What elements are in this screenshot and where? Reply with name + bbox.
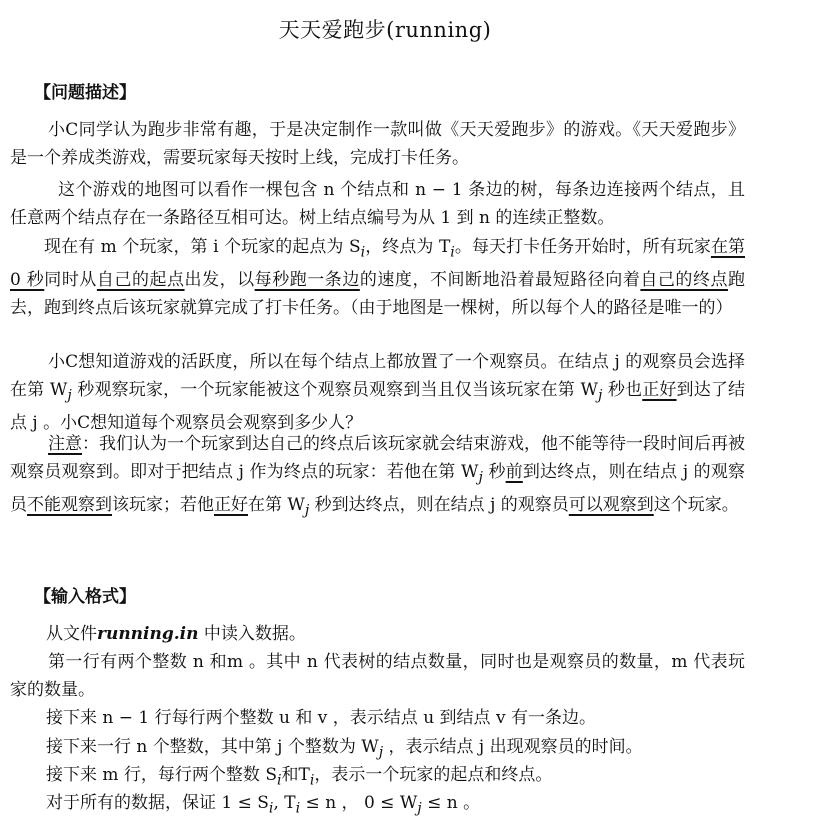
subscript: j (304, 502, 310, 519)
text-run: 到达了结点 j 。小C想知道每个观察员会观察到多少人？ (10, 380, 746, 434)
problem-paragraph-5 (10, 430, 745, 525)
subscript: j (417, 800, 422, 817)
text-run: ，表示一个玩家的起点和终点。 (314, 765, 553, 785)
input-filename: running.in (97, 624, 199, 644)
underlined-text: 自己的终点 (640, 270, 729, 291)
section-heading-problem: 【问题描述】 (34, 83, 136, 103)
problem-paragraph-4 (10, 348, 745, 437)
underlined-text: 不能观察到 (27, 495, 112, 516)
input-line-2: 第一行有两个整数 n 和m 。其中 n 代表树的结点数量，同时也是观察员的数量，m 代表玩家的数量。 (10, 652, 745, 700)
problem-paragraph-2: 这个游戏的地图可以看作一棵包含 n 个结点和 n − 1 条边的树，每条边连接两个结点，且任意两个结点存在一条路径互相可达。树上结点编号为从 1 到 n 的连续正整数。 (10, 180, 745, 228)
text-run: , T (273, 793, 296, 813)
subscript: i (276, 772, 282, 789)
text-run: 和T (281, 765, 310, 785)
subscript: i (295, 800, 301, 817)
text-run: 该玩家；若他 (112, 495, 214, 516)
section-heading-input: 【输入格式】 (34, 587, 136, 607)
text-run: 同时从 (44, 270, 97, 291)
input-line-3: 接下来 n − 1 行每行两个整数 u 和 v ，表示结点 u 到结点 v 有一条边。 (46, 708, 596, 728)
text-run: 现在有 m 个玩家，第 i 个玩家的起点为 S (44, 237, 361, 257)
subscript: j (67, 387, 72, 404)
text-run: 。每天打卡任务开始时，所有玩家 (454, 237, 711, 257)
text-run: 中读入数据。 (198, 624, 306, 644)
text-run: 出发，以 (184, 270, 255, 291)
text-run: 从文件 (46, 624, 97, 644)
text-run: 秒到达终点，则在结点 j 的观察员 (309, 495, 569, 516)
underlined-text: 在第 0 秒 (10, 237, 746, 291)
problem-paragraph-3 (10, 233, 745, 322)
problem-paragraph-1: 小C同学认为跑步非常有趣，于是决定制作一款叫做《天天爱跑步》的游戏。《天天爱跑步》是一个养成类游戏，需要玩家每天按时上线，完成打卡任务。 (10, 120, 745, 168)
text-run: 秒也 (602, 380, 643, 400)
text-run: ，终点为 T (365, 237, 451, 257)
text-run: ，表示结点 j 出现观察员的时间。 (383, 737, 643, 757)
text-run: 小C想知道游戏的活跃度，所以在每个结点上都放置了一个观察员。在结点 j 的观察员会选择在第 W (10, 352, 745, 400)
text-run: 接下来 m 行，每行两个整数 S (46, 765, 277, 785)
text-run: ：我们认为一个玩家到达自己的终点后该玩家就会结束游戏，他不能等待一段时间后再被观察员观察到。即对于把结点 j 作为终点的玩家：若他在第 W (10, 434, 745, 482)
text-run: 这个玩家。 (653, 495, 739, 516)
text-run: 对于所有的数据，保证 1 ≤ S (46, 793, 269, 813)
text-run: ≤ n ， 0 ≤ W (300, 793, 418, 813)
text-run: 跑去，跑到终点后该玩家就算完成了打卡任务。（由于地图是一棵树，所以每个人的路径是唯一的） (10, 270, 746, 319)
underlined-text: 正好 (642, 380, 677, 400)
text-run: 秒 (482, 462, 506, 482)
input-line-6 (46, 789, 480, 822)
page-title: 天天爱跑步(running) (278, 18, 492, 42)
text-run: 到达终点，则在结点 j 的观察员 (10, 462, 746, 516)
subscript: i (360, 244, 366, 261)
text-run: 在第 W (248, 495, 305, 516)
subscript: j (478, 469, 483, 486)
underlined-text: 前 (505, 462, 523, 482)
underlined-text: 正好 (214, 495, 248, 516)
underlined-text: 可以观察到 (568, 495, 654, 516)
subscript: i (309, 772, 315, 789)
subscript: j (378, 744, 384, 761)
text-run: 秒观察玩家，一个玩家能被这个观察员观察到当且仅当该玩家在第 W (71, 380, 598, 400)
underlined-text: 每秒跑一条边 (254, 270, 360, 291)
underlined-text: 注意 (48, 434, 82, 454)
underlined-text: 自己的起点 (96, 270, 185, 291)
text-run: 的速度，不间断地沿着最短路径向着 (359, 270, 641, 291)
text-run: 接下来一行 n 个整数，其中第 j 个整数为 W (46, 737, 379, 757)
subscript: j (597, 387, 603, 404)
subscript: i (268, 800, 274, 817)
input-line-1 (46, 620, 306, 648)
text-run: ≤ n 。 (421, 793, 481, 813)
subscript: i (450, 244, 455, 261)
